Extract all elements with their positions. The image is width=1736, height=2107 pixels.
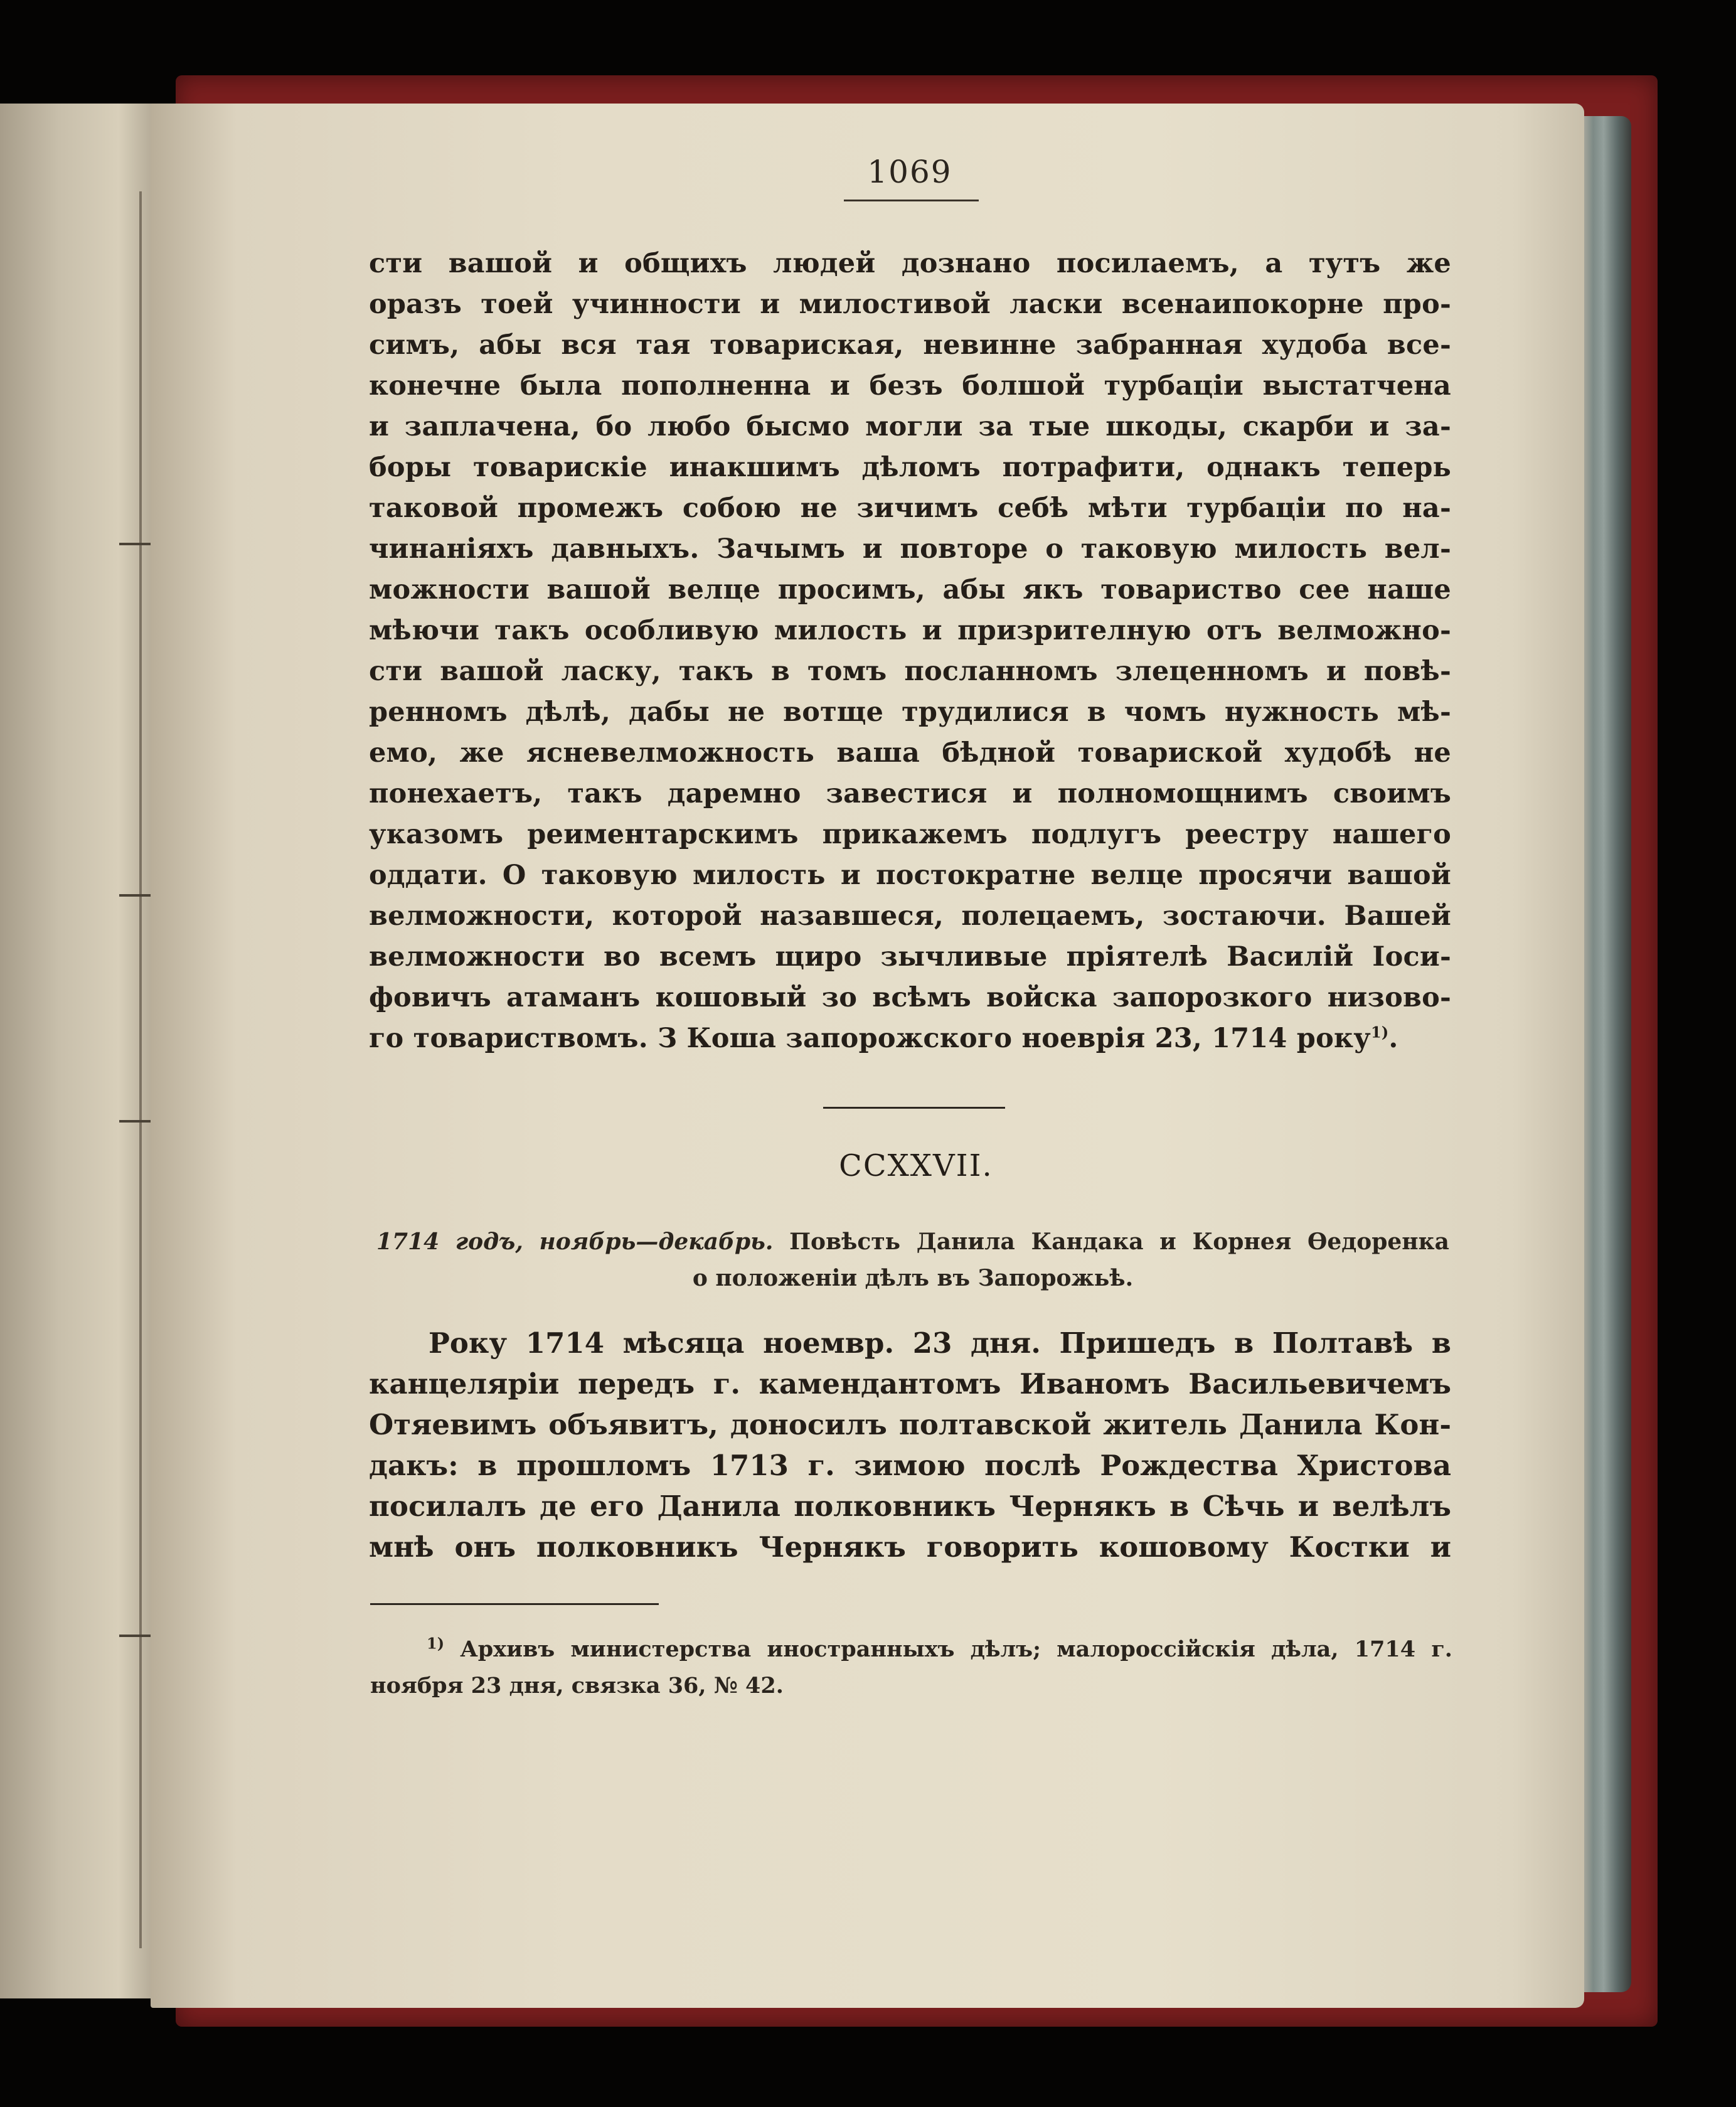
body-line: Отяевимъ объявитъ, доносилъ полтавской житель Данила Кон- (369, 1408, 1451, 1441)
text-line: ренномъ дѣлѣ, дабы не вотще трудилися в чомъ нужность мѣ- (369, 696, 1451, 728)
summary-date: 1714 годъ, ноябрь—декабрь. (376, 1229, 774, 1255)
text-line: сти вашой и общихъ людей дознано посилаемъ, а тутъ же (369, 248, 1451, 279)
text-line: чинаніяхъ давныхъ. Зачымъ и повторе о таковую милость вел- (369, 533, 1451, 565)
section-divider (823, 1107, 1005, 1109)
body-line: посилалъ де его Данила полковникъ Чернякъ в Сѣчь и велѣлъ (369, 1490, 1451, 1523)
last-line-end: . (1388, 1023, 1398, 1054)
main-text (369, 243, 1451, 1059)
section-heading: CCXXVII. (839, 1148, 993, 1183)
body-line: дакъ: в прошломъ 1713 г. зимою послѣ Рождества Христова (369, 1449, 1451, 1482)
footnote (370, 1631, 1452, 1704)
summary-line-2: о положеніи дѣлъ въ Запорожьѣ. (692, 1265, 1134, 1291)
text-line: сти вашой ласку, такъ в томъ посланномъ злеценномъ и повѣ- (369, 656, 1451, 687)
footnote-reference: 1) (1370, 1023, 1389, 1042)
text-line: фовичъ атаманъ кошовый зо всѣмъ войска запорозкого низово- (369, 982, 1451, 1013)
left-facing-page (0, 104, 169, 1998)
summary-line (376, 1224, 1449, 1260)
footnote-line (370, 1631, 1452, 1668)
page-number: 1069 (867, 154, 952, 190)
body-line: Року 1714 мѣсяца ноемвр. 23 дня. Пришедъ в Полтавѣ в (429, 1326, 1451, 1360)
text-line: указомъ реиментарскимъ прикажемъ подлугъ реестру нашего (369, 819, 1451, 850)
text-line: симъ, абы вся тая товариская, невинне забранная худоба все- (369, 329, 1451, 361)
text-line: и заплачена, бо любо бысмо могли за тые шкоды, скарби и за- (369, 411, 1451, 442)
text-line: оддати. О таковую милость и постократне велце просячи вашой (369, 860, 1451, 891)
footnote-divider (370, 1603, 659, 1605)
binding-thread (139, 191, 142, 1948)
body-line: канцеляріи передъ г. камендантомъ Иваномъ Васильевичемъ (369, 1367, 1451, 1400)
text-line: таковой промежъ собою не зичимъ себѣ мѣти турбаціи по на- (369, 493, 1451, 524)
section-summary (376, 1224, 1449, 1296)
body-text (369, 1323, 1451, 1567)
text-line: велможности во всемъ щиро зычливые пріятелѣ Василій Іоси- (369, 941, 1451, 973)
text-line: боры товарискіе инакшимъ дѣломъ потрафити, однакъ теперь (369, 452, 1451, 483)
footnote-mark: 1) (427, 1634, 445, 1653)
footnote-line-2: ноября 23 дня, связка 36, № 42. (370, 1673, 784, 1699)
summary-text: Повѣсть Данила Кандака и Корнея Ѳедоренка (789, 1229, 1449, 1255)
text-line: понехаетъ, такъ даремно завестися и полномощнимъ своимъ (369, 778, 1451, 809)
text-line: можности вашой велце просимъ, абы якъ товариство сее наше (369, 574, 1451, 605)
body-line: мнѣ онъ полковникъ Чернякъ говорить кошовому Костки и (369, 1530, 1451, 1564)
text-line: конечне была пополненна и безъ болшой турбаціи выстатчена (369, 370, 1451, 402)
text-line: оразъ тоей учинности и милостивой ласки всенаипокорне про- (369, 289, 1451, 320)
footnote-text: Архивъ министерства иностранныхъ дѣлъ; малороссійскія дѣла, 1714 г. (460, 1636, 1452, 1662)
text-line-last (369, 1018, 1451, 1059)
page-number-rule (844, 200, 979, 201)
text-line: велможности, которой назавшеся, полецаемъ, зостаючи. Вашей (369, 900, 1451, 932)
text-line: емо, же ясневелможность ваша бѣдной товариской худобѣ не (369, 737, 1451, 769)
text-line: мѣючи такъ особливую милость и призрителную отъ велможно- (369, 615, 1451, 646)
last-line-text: го товариствомъ. З Коша запорожского ноеврія 23, 1714 року (369, 1023, 1371, 1054)
